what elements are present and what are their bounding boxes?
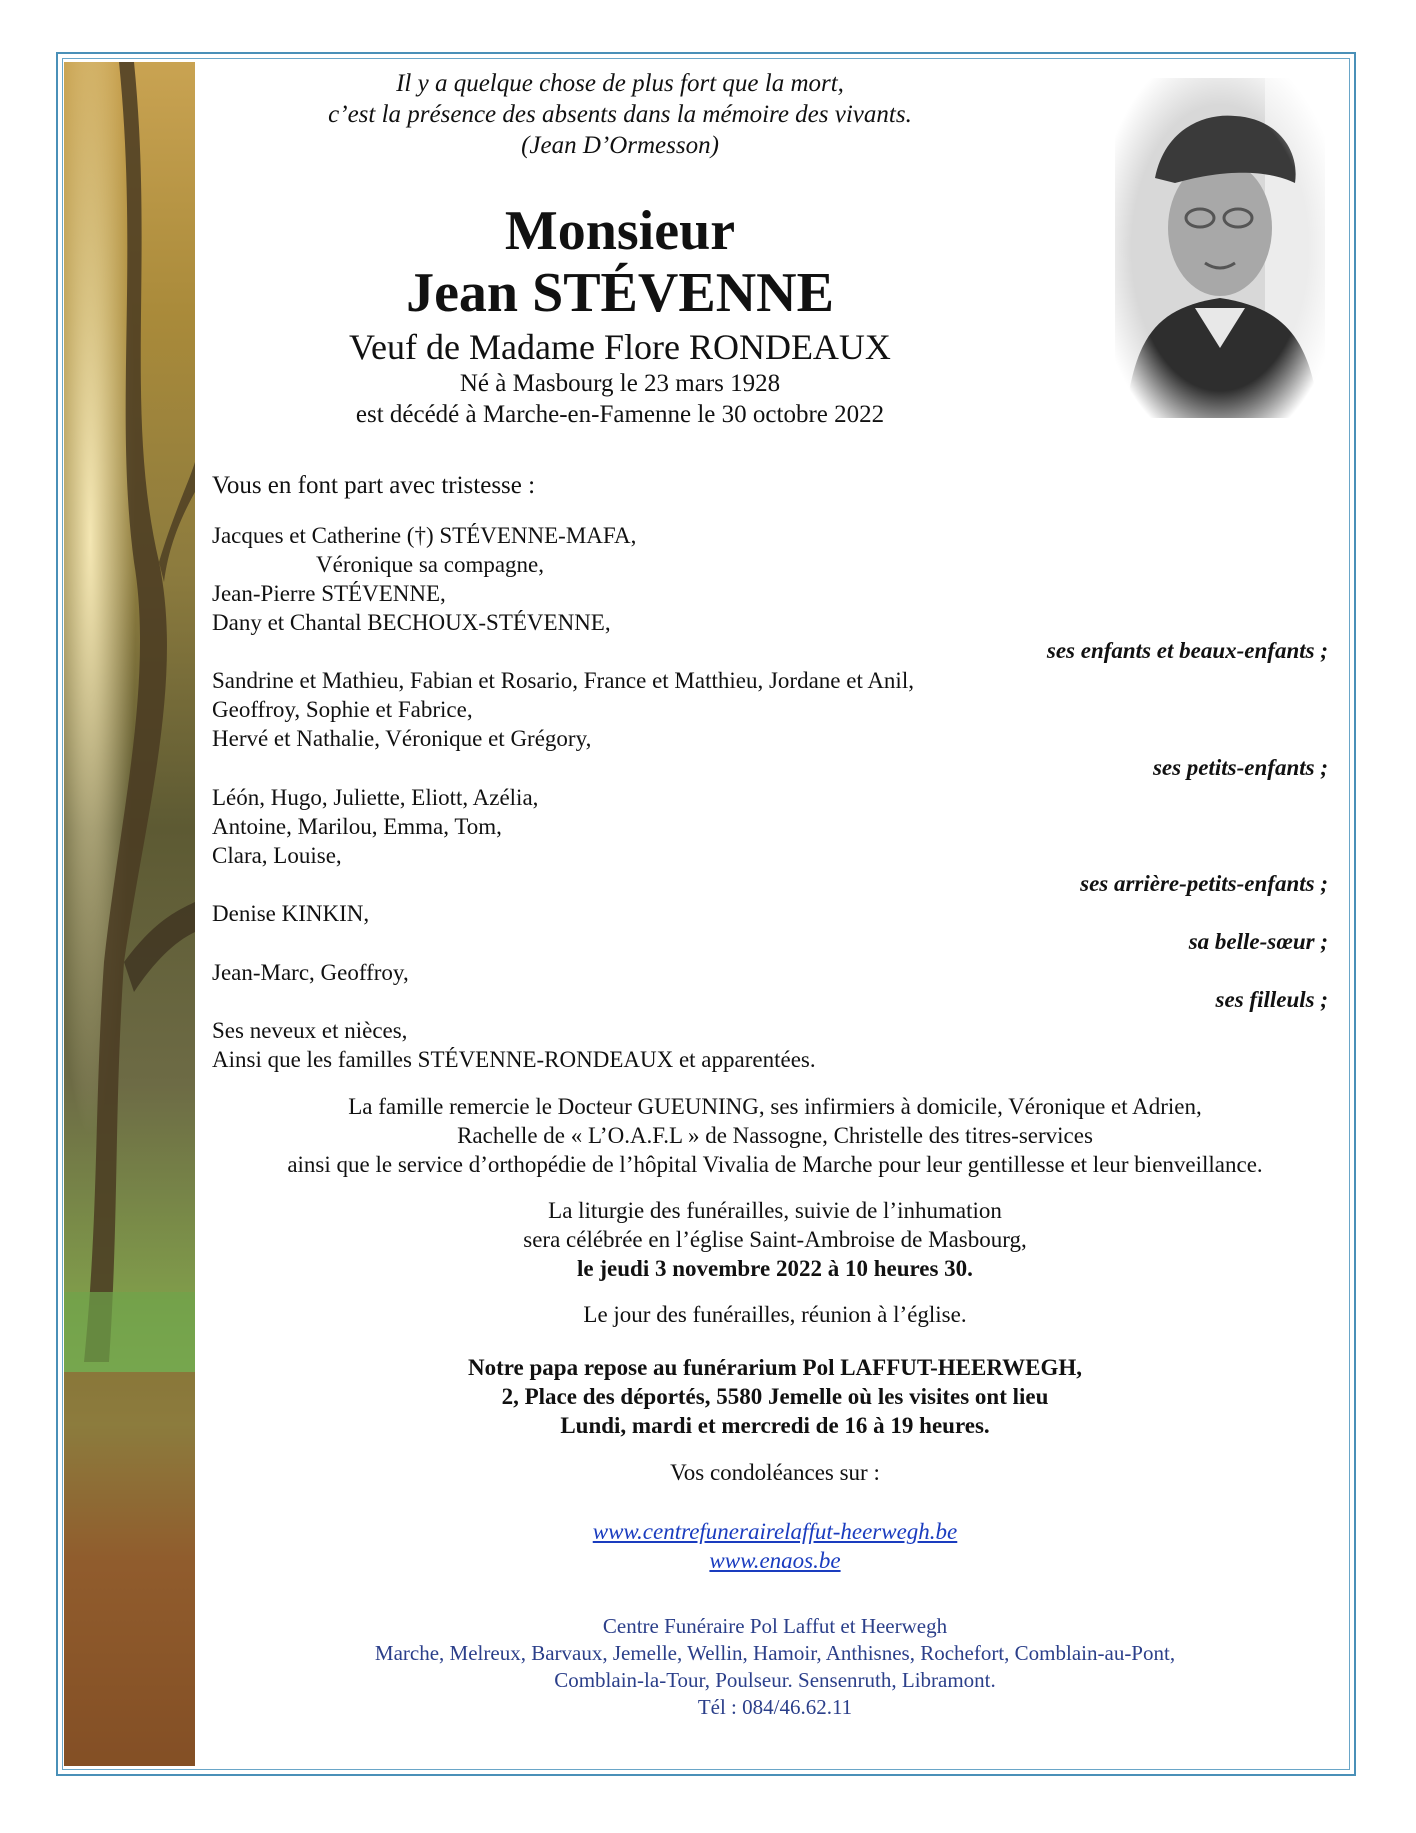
funerarium-paragraph	[200, 1353, 1350, 1440]
condolences-links	[200, 1517, 1350, 1575]
footer-places: Marche, Melreux, Barvaux, Jemelle, Wellin, Hamoir, Anthisnes, Rochefort, Comblain-au-Pont,	[374, 1641, 1176, 1665]
list-item: Jean-Pierre STÉVENNE,	[212, 581, 446, 606]
list-item: Dany et Chantal BECHOUX-STÉVENNE,	[212, 610, 611, 635]
list-item: Véronique sa compagne,	[316, 552, 545, 577]
funerarium-line: Lundi, mardi et mercredi de 16 à 19 heures.	[560, 1413, 990, 1438]
thanks-line: Rachelle de « L’O.A.F.L » de Nassogne, Christelle des titres-services	[457, 1123, 1093, 1148]
liturgy-line: sera célébrée en l’église Saint-Ambroise de Masbourg,	[523, 1227, 1027, 1252]
funerarium-line: 2, Place des déportés, 5580 Jemelle où les visites ont lieu	[501, 1384, 1049, 1409]
liturgy-paragraph	[200, 1196, 1350, 1283]
list-item: Antoine, Marilou, Emma, Tom,	[212, 814, 502, 839]
list-item: Clara, Louise,	[212, 843, 342, 868]
meeting-line: Le jour des funérailles, réunion à l’église.	[583, 1302, 967, 1327]
thanks-line: La famille remercie le Docteur GUEUNING, ses infirmiers à domicile, Véronique et Adrien,	[348, 1094, 1202, 1119]
sister-in-law: Denise KINKIN,	[212, 901, 370, 926]
godchildren-role: ses filleuls ;	[1215, 987, 1328, 1012]
deceased-header	[210, 200, 1030, 430]
list-item: Jacques et Catherine (†) STÉVENNE-MAFA,	[212, 523, 637, 548]
portrait-photo	[1115, 78, 1325, 418]
liturgy-line: La liturgie des funérailles, suivie de l’inhumation	[548, 1198, 1002, 1223]
quote-line: Il y a quelque chose de plus fort que la mort,	[396, 70, 844, 97]
liturgy-date: le jeudi 3 novembre 2022 à 10 heures 30.	[577, 1256, 973, 1281]
grandchildren-role: ses petits-enfants ;	[1152, 755, 1328, 780]
footer-phone: Tél : 084/46.62.11	[697, 1695, 853, 1719]
funerarium-line: Notre papa repose au funérarium Pol LAFFUT-HEERWEGH,	[467, 1355, 1083, 1380]
thanks-line: ainsi que le service d’orthopédie de l’hôpital Vivalia de Marche pour leur gentillesse et leur bienveillance.	[287, 1152, 1263, 1177]
sister-in-law-role: sa belle-sœur ;	[1188, 929, 1328, 954]
condolences-link-laffut[interactable]: www.centrefunerairelaffut-heerwegh.be	[592, 1519, 958, 1544]
godchildren: Jean-Marc, Geoffroy,	[212, 960, 409, 985]
autumn-tree-photo	[64, 62, 195, 1766]
condolences-link-enaos[interactable]: www.enaos.be	[709, 1548, 841, 1573]
widow-line: Veuf de Madame Flore RONDEAUX	[349, 327, 891, 367]
condolences-label: Vos condoléances sur :	[670, 1460, 880, 1485]
list-item: Sandrine et Mathieu, Fabian et Rosario, France et Matthieu, Jordane et Anil,	[212, 668, 914, 693]
children-list	[212, 521, 636, 637]
epigraph-quote	[210, 68, 1030, 161]
footer-places: Comblain-la-Tour, Poulseur. Sensenruth, Libramont.	[554, 1668, 996, 1692]
announce-line: Vous en font part avec tristesse :	[212, 472, 536, 499]
death-line: est décédé à Marche-en-Famenne le 30 octobre 2022	[355, 401, 885, 428]
deceased-title: Monsieur	[504, 200, 736, 262]
great-grandchildren-role: ses arrière-petits-enfants ;	[1080, 871, 1328, 896]
list-item: Léón, Hugo, Juliette, Eliott, Azélia,	[212, 785, 539, 810]
children-role: ses enfants et beaux-enfants ;	[1046, 638, 1328, 663]
list-item: Ainsi que les familles STÉVENNE-RONDEAUX et apparentées.	[212, 1047, 816, 1072]
grandchildren-list	[212, 666, 914, 753]
list-item: Hervé et Nathalie, Véronique et Grégory,	[212, 726, 592, 751]
great-grandchildren-list	[212, 783, 538, 870]
birth-line: Né à Masbourg le 23 mars 1928	[459, 370, 781, 397]
list-item: Ses neveux et nièces,	[212, 1018, 408, 1043]
footer-name: Centre Funéraire Pol Laffut et Heerwegh	[602, 1614, 948, 1638]
other-relatives	[212, 1016, 816, 1074]
thanks-paragraph	[200, 1092, 1350, 1179]
deceased-name: Jean STÉVENNE	[406, 262, 834, 324]
quote-author: (Jean D’Ormesson)	[521, 132, 719, 159]
quote-line: c’est la présence des absents dans la mémoire des vivants.	[328, 101, 912, 128]
funeral-home-footer	[200, 1613, 1350, 1721]
list-item: Geoffroy, Sophie et Fabrice,	[212, 697, 473, 722]
